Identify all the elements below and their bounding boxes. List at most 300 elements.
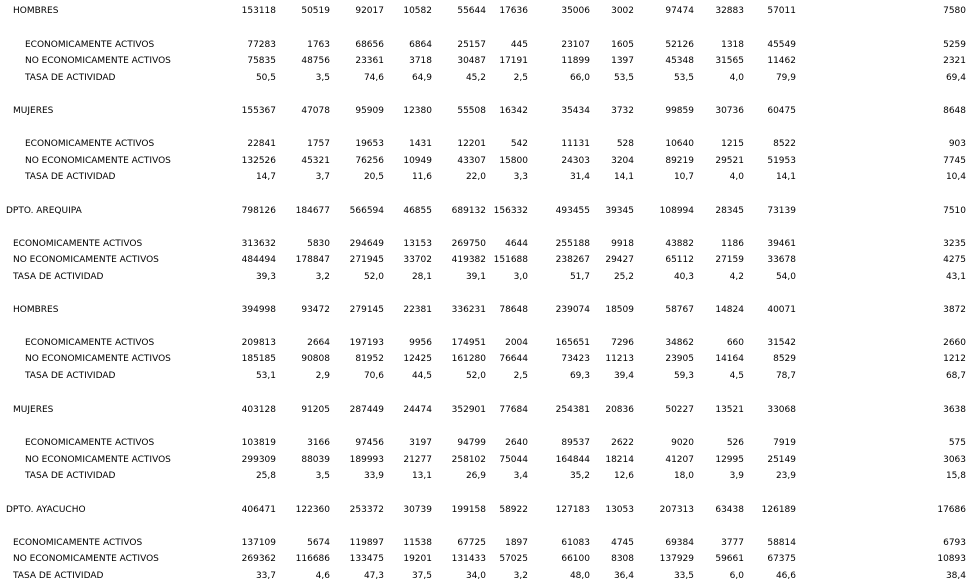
cell-value: 122360 (295, 505, 330, 515)
cell-value: 55644 (457, 6, 486, 16)
cell-value: 46,6 (775, 571, 796, 581)
cell-value: 352901 (451, 405, 486, 415)
cell-value: 45348 (665, 56, 694, 66)
cell-value: 575 (948, 438, 966, 448)
cell-value: 14,1 (775, 172, 796, 182)
cell-value: 6793 (943, 538, 966, 548)
cell-value: 55508 (457, 106, 486, 116)
cell-value: 18,0 (673, 471, 694, 481)
cell-value: 13521 (715, 405, 744, 415)
cell-value: 3,0 (513, 272, 528, 282)
cell-value: 313632 (241, 239, 276, 249)
row-label: TASA DE ACTIVIDAD (25, 471, 116, 481)
cell-value: 25157 (457, 40, 486, 50)
cell-value: 11462 (767, 56, 796, 66)
cell-value: 11,6 (411, 172, 432, 182)
cell-value: 3872 (943, 305, 966, 315)
cell-value: 445 (510, 40, 528, 50)
cell-value: 4745 (611, 538, 634, 548)
table-row (0, 569, 972, 583)
cell-value: 406471 (241, 505, 276, 515)
cell-value: 12425 (403, 354, 432, 364)
cell-value: 6864 (409, 40, 432, 50)
cell-value: 39461 (767, 239, 796, 249)
cell-value: 16342 (499, 106, 528, 116)
cell-value: 164844 (555, 455, 590, 465)
cell-value: 25149 (767, 455, 796, 465)
cell-value: 50,5 (255, 73, 276, 83)
cell-value: 10,7 (673, 172, 694, 182)
cell-value: 3,9 (729, 471, 744, 481)
cell-value: 207313 (659, 505, 694, 515)
cell-value: 75044 (499, 455, 528, 465)
cell-value: 903 (948, 139, 966, 149)
cell-value: 43307 (457, 156, 486, 166)
cell-value: 45321 (301, 156, 330, 166)
cell-value: 78,7 (775, 371, 796, 381)
cell-value: 68,7 (945, 371, 966, 381)
cell-value: 5259 (943, 40, 966, 50)
cell-value: 119897 (349, 538, 384, 548)
table-row (0, 403, 972, 417)
cell-value: 59,3 (673, 371, 694, 381)
cell-value: 116686 (295, 554, 330, 564)
cell-value: 1186 (721, 239, 744, 249)
cell-value: 19653 (355, 139, 384, 149)
cell-value: 53,1 (255, 371, 276, 381)
cell-value: 89219 (665, 156, 694, 166)
table-row (0, 336, 972, 350)
cell-value: 60475 (767, 106, 796, 116)
table-row (0, 54, 972, 68)
cell-value: 58767 (665, 305, 694, 315)
cell-value: 77283 (247, 40, 276, 50)
cell-value: 23107 (561, 40, 590, 50)
row-label: ECONOMICAMENTE ACTIVOS (25, 40, 155, 50)
cell-value: 131433 (451, 554, 486, 564)
cell-value: 17191 (499, 56, 528, 66)
cell-value: 81952 (355, 354, 384, 364)
cell-value: 93472 (301, 305, 330, 315)
cell-value: 33,5 (673, 571, 694, 581)
cell-value: 34,0 (465, 571, 486, 581)
cell-value: 798126 (241, 206, 276, 216)
cell-value: 10,4 (945, 172, 966, 182)
cell-value: 8308 (611, 554, 634, 564)
cell-value: 76644 (499, 354, 528, 364)
cell-value: 1897 (505, 538, 528, 548)
cell-value: 19201 (403, 554, 432, 564)
cell-value: 48,0 (569, 571, 590, 581)
row-label: NO ECONOMICAMENTE ACTIVOS (25, 455, 171, 465)
cell-value: 3638 (943, 405, 966, 415)
row-label: ECONOMICAMENTE ACTIVOS (13, 239, 143, 249)
cell-value: 99859 (665, 106, 694, 116)
cell-value: 13153 (403, 239, 432, 249)
cell-value: 69,3 (569, 371, 590, 381)
cell-value: 3,5 (315, 471, 330, 481)
cell-value: 542 (510, 139, 528, 149)
cell-value: 90808 (301, 354, 330, 364)
cell-value: 33,9 (363, 471, 384, 481)
cell-value: 33702 (403, 255, 432, 265)
cell-value: 61083 (561, 538, 590, 548)
cell-value: 12380 (403, 106, 432, 116)
cell-value: 21277 (403, 455, 432, 465)
cell-value: 14,7 (255, 172, 276, 182)
cell-value: 30487 (457, 56, 486, 66)
cell-value: 13,1 (411, 471, 432, 481)
cell-value: 33,7 (255, 571, 276, 581)
cell-value: 24474 (403, 405, 432, 415)
cell-value: 91205 (301, 405, 330, 415)
cell-value: 39,3 (255, 272, 276, 282)
cell-value: 258102 (451, 455, 486, 465)
cell-value: 63438 (715, 505, 744, 515)
cell-value: 31542 (767, 338, 796, 348)
cell-value: 39345 (605, 206, 634, 216)
cell-value: 28,1 (411, 272, 432, 282)
cell-value: 271945 (349, 255, 384, 265)
cell-value: 18214 (605, 455, 634, 465)
cell-value: 65112 (665, 255, 694, 265)
cell-value: 255188 (555, 239, 590, 249)
cell-value: 31,4 (569, 172, 590, 182)
cell-value: 10640 (665, 139, 694, 149)
cell-value: 493455 (555, 206, 590, 216)
table-row (0, 4, 972, 18)
cell-value: 9956 (409, 338, 432, 348)
cell-value: 18509 (605, 305, 634, 315)
cell-value: 22381 (403, 305, 432, 315)
cell-value: 12995 (715, 455, 744, 465)
cell-value: 95909 (355, 106, 384, 116)
cell-value: 151688 (493, 255, 528, 265)
row-label: ECONOMICAMENTE ACTIVOS (13, 538, 143, 548)
cell-value: 88039 (301, 455, 330, 465)
row-label: TASA DE ACTIVIDAD (13, 272, 104, 282)
cell-value: 53,5 (613, 73, 634, 83)
cell-value: 30736 (715, 106, 744, 116)
table-row (0, 503, 972, 517)
cell-value: 156332 (493, 206, 528, 216)
cell-value: 24303 (561, 156, 590, 166)
cell-value: 394998 (241, 305, 276, 315)
cell-value: 7296 (611, 338, 634, 348)
cell-value: 3204 (611, 156, 634, 166)
row-label: TASA DE ACTIVIDAD (13, 571, 104, 581)
row-label: HOMBRES (13, 6, 59, 16)
cell-value: 43,1 (945, 272, 966, 282)
row-label: DPTO. AREQUIPA (6, 206, 82, 216)
cell-value: 12201 (457, 139, 486, 149)
cell-value: 5830 (307, 239, 330, 249)
cell-value: 2,5 (513, 371, 528, 381)
cell-value: 41207 (665, 455, 694, 465)
cell-value: 3235 (943, 239, 966, 249)
cell-value: 279145 (349, 305, 384, 315)
cell-value: 89537 (561, 438, 590, 448)
cell-value: 178847 (295, 255, 330, 265)
cell-value: 3002 (611, 6, 634, 16)
cell-value: 69384 (665, 538, 694, 548)
cell-value: 10582 (403, 6, 432, 16)
cell-value: 3732 (611, 106, 634, 116)
cell-value: 17636 (499, 6, 528, 16)
cell-value: 174951 (451, 338, 486, 348)
cell-value: 50227 (665, 405, 694, 415)
cell-value: 3,7 (315, 172, 330, 182)
cell-value: 4,2 (729, 272, 744, 282)
cell-value: 52,0 (465, 371, 486, 381)
cell-value: 68656 (355, 40, 384, 50)
row-label: ECONOMICAMENTE ACTIVOS (25, 438, 155, 448)
cell-value: 2,9 (315, 371, 330, 381)
cell-value: 57025 (499, 554, 528, 564)
cell-value: 45,2 (465, 73, 486, 83)
cell-value: 53,5 (673, 73, 694, 83)
cell-value: 127183 (555, 505, 590, 515)
cell-value: 50519 (301, 6, 330, 16)
cell-value: 51953 (767, 156, 796, 166)
cell-value: 37,5 (411, 571, 432, 581)
cell-value: 74,6 (363, 73, 384, 83)
row-label: NO ECONOMICAMENTE ACTIVOS (13, 255, 159, 265)
cell-value: 32883 (715, 6, 744, 16)
cell-value: 20,5 (363, 172, 384, 182)
cell-value: 15800 (499, 156, 528, 166)
cell-value: 299309 (241, 455, 276, 465)
cell-value: 22,0 (465, 172, 486, 182)
cell-value: 8648 (943, 106, 966, 116)
cell-value: 4,0 (729, 172, 744, 182)
cell-value: 64,9 (411, 73, 432, 83)
cell-value: 2660 (943, 338, 966, 348)
cell-value: 39,1 (465, 272, 486, 282)
cell-value: 269750 (451, 239, 486, 249)
cell-value: 94799 (457, 438, 486, 448)
cell-value: 58922 (499, 505, 528, 515)
table-row (0, 270, 972, 284)
cell-value: 58814 (767, 538, 796, 548)
cell-value: 30739 (403, 505, 432, 515)
cell-value: 4644 (505, 239, 528, 249)
cell-value: 2321 (943, 56, 966, 66)
cell-value: 3,2 (513, 571, 528, 581)
table-row (0, 170, 972, 184)
cell-value: 4,5 (729, 371, 744, 381)
cell-value: 5674 (307, 538, 330, 548)
cell-value: 78648 (499, 305, 528, 315)
row-label: NO ECONOMICAMENTE ACTIVOS (25, 156, 171, 166)
cell-value: 23361 (355, 56, 384, 66)
cell-value: 57011 (767, 6, 796, 16)
cell-value: 1605 (611, 40, 634, 50)
cell-value: 336231 (451, 305, 486, 315)
cell-value: 1757 (307, 139, 330, 149)
cell-value: 403128 (241, 405, 276, 415)
cell-value: 66100 (561, 554, 590, 564)
cell-value: 199158 (451, 505, 486, 515)
cell-value: 4275 (943, 255, 966, 265)
cell-value: 47078 (301, 106, 330, 116)
cell-value: 126189 (761, 505, 796, 515)
cell-value: 238267 (555, 255, 590, 265)
table-row (0, 552, 972, 566)
cell-value: 1431 (409, 139, 432, 149)
cell-value: 8529 (773, 354, 796, 364)
cell-value: 70,6 (363, 371, 384, 381)
cell-value: 36,4 (613, 571, 634, 581)
cell-value: 9020 (671, 438, 694, 448)
cell-value: 43882 (665, 239, 694, 249)
table-row (0, 369, 972, 383)
cell-value: 660 (726, 338, 744, 348)
cell-value: 40,3 (673, 272, 694, 282)
cell-value: 2664 (307, 338, 330, 348)
row-label: MUJERES (13, 405, 54, 415)
table-row (0, 536, 972, 550)
row-label: TASA DE ACTIVIDAD (25, 371, 116, 381)
cell-value: 7510 (943, 206, 966, 216)
cell-value: 3063 (943, 455, 966, 465)
cell-value: 20836 (605, 405, 634, 415)
cell-value: 11131 (561, 139, 590, 149)
cell-value: 103819 (241, 438, 276, 448)
cell-value: 3718 (409, 56, 432, 66)
cell-value: 209813 (241, 338, 276, 348)
cell-value: 33068 (767, 405, 796, 415)
cell-value: 77684 (499, 405, 528, 415)
cell-value: 39,4 (613, 371, 634, 381)
cell-value: 3166 (307, 438, 330, 448)
cell-value: 7745 (943, 156, 966, 166)
cell-value: 54,0 (775, 272, 796, 282)
cell-value: 22841 (247, 139, 276, 149)
cell-value: 419382 (451, 255, 486, 265)
cell-value: 10893 (937, 554, 966, 564)
cell-value: 23905 (665, 354, 694, 364)
cell-value: 287449 (349, 405, 384, 415)
row-label: ECONOMICAMENTE ACTIVOS (25, 139, 155, 149)
cell-value: 484494 (241, 255, 276, 265)
cell-value: 1397 (611, 56, 634, 66)
cell-value: 59661 (715, 554, 744, 564)
cell-value: 254381 (555, 405, 590, 415)
cell-value: 3197 (409, 438, 432, 448)
cell-value: 44,5 (411, 371, 432, 381)
cell-value: 3,5 (315, 73, 330, 83)
table-row (0, 154, 972, 168)
cell-value: 35006 (561, 6, 590, 16)
cell-value: 11213 (605, 354, 634, 364)
cell-value: 26,9 (465, 471, 486, 481)
cell-value: 66,0 (569, 73, 590, 83)
row-label: ECONOMICAMENTE ACTIVOS (25, 338, 155, 348)
cell-value: 97456 (355, 438, 384, 448)
cell-value: 133475 (349, 554, 384, 564)
row-label: TASA DE ACTIVIDAD (25, 172, 116, 182)
cell-value: 11899 (561, 56, 590, 66)
cell-value: 137109 (241, 538, 276, 548)
cell-value: 239074 (555, 305, 590, 315)
table-row (0, 253, 972, 267)
cell-value: 2622 (611, 438, 634, 448)
cell-value: 1318 (721, 40, 744, 50)
table-row (0, 104, 972, 118)
cell-value: 4,0 (729, 73, 744, 83)
cell-value: 97474 (665, 6, 694, 16)
row-label: DPTO. AYACUCHO (6, 505, 86, 515)
cell-value: 23,9 (775, 471, 796, 481)
cell-value: 40071 (767, 305, 796, 315)
cell-value: 38,4 (945, 571, 966, 581)
cell-value: 7919 (773, 438, 796, 448)
cell-value: 75835 (247, 56, 276, 66)
cell-value: 48756 (301, 56, 330, 66)
cell-value: 184677 (295, 206, 330, 216)
cell-value: 17686 (937, 505, 966, 515)
cell-value: 3,3 (513, 172, 528, 182)
cell-value: 51,7 (569, 272, 590, 282)
cell-value: 11538 (403, 538, 432, 548)
cell-value: 73423 (561, 354, 590, 364)
table-row (0, 137, 972, 151)
cell-value: 73139 (767, 206, 796, 216)
cell-value: 155367 (241, 106, 276, 116)
table-row (0, 469, 972, 483)
cell-value: 6,0 (729, 571, 744, 581)
cell-value: 25,2 (613, 272, 634, 282)
cell-value: 29427 (605, 255, 634, 265)
cell-value: 153118 (241, 6, 276, 16)
row-label: MUJERES (13, 106, 54, 116)
cell-value: 3,2 (315, 272, 330, 282)
table-row (0, 204, 972, 218)
cell-value: 165651 (555, 338, 590, 348)
cell-value: 528 (616, 139, 634, 149)
cell-value: 269362 (241, 554, 276, 564)
cell-value: 79,9 (775, 73, 796, 83)
cell-value: 189993 (349, 455, 384, 465)
table-row (0, 352, 972, 366)
cell-value: 29521 (715, 156, 744, 166)
cell-value: 46855 (403, 206, 432, 216)
table-row (0, 453, 972, 467)
cell-value: 14,1 (613, 172, 634, 182)
cell-value: 67725 (457, 538, 486, 548)
cell-value: 1212 (943, 354, 966, 364)
row-label: NO ECONOMICAMENTE ACTIVOS (25, 354, 171, 364)
cell-value: 45549 (767, 40, 796, 50)
cell-value: 3,4 (513, 471, 528, 481)
table-row (0, 237, 972, 251)
row-label: HOMBRES (13, 305, 59, 315)
cell-value: 76256 (355, 156, 384, 166)
cell-value: 7580 (943, 6, 966, 16)
cell-value: 69,4 (945, 73, 966, 83)
cell-value: 10949 (403, 156, 432, 166)
cell-value: 14164 (715, 354, 744, 364)
cell-value: 52126 (665, 40, 694, 50)
cell-value: 137929 (659, 554, 694, 564)
cell-value: 27159 (715, 255, 744, 265)
table-row (0, 71, 972, 85)
cell-value: 92017 (355, 6, 384, 16)
cell-value: 31565 (715, 56, 744, 66)
cell-value: 253372 (349, 505, 384, 515)
cell-value: 25,8 (255, 471, 276, 481)
